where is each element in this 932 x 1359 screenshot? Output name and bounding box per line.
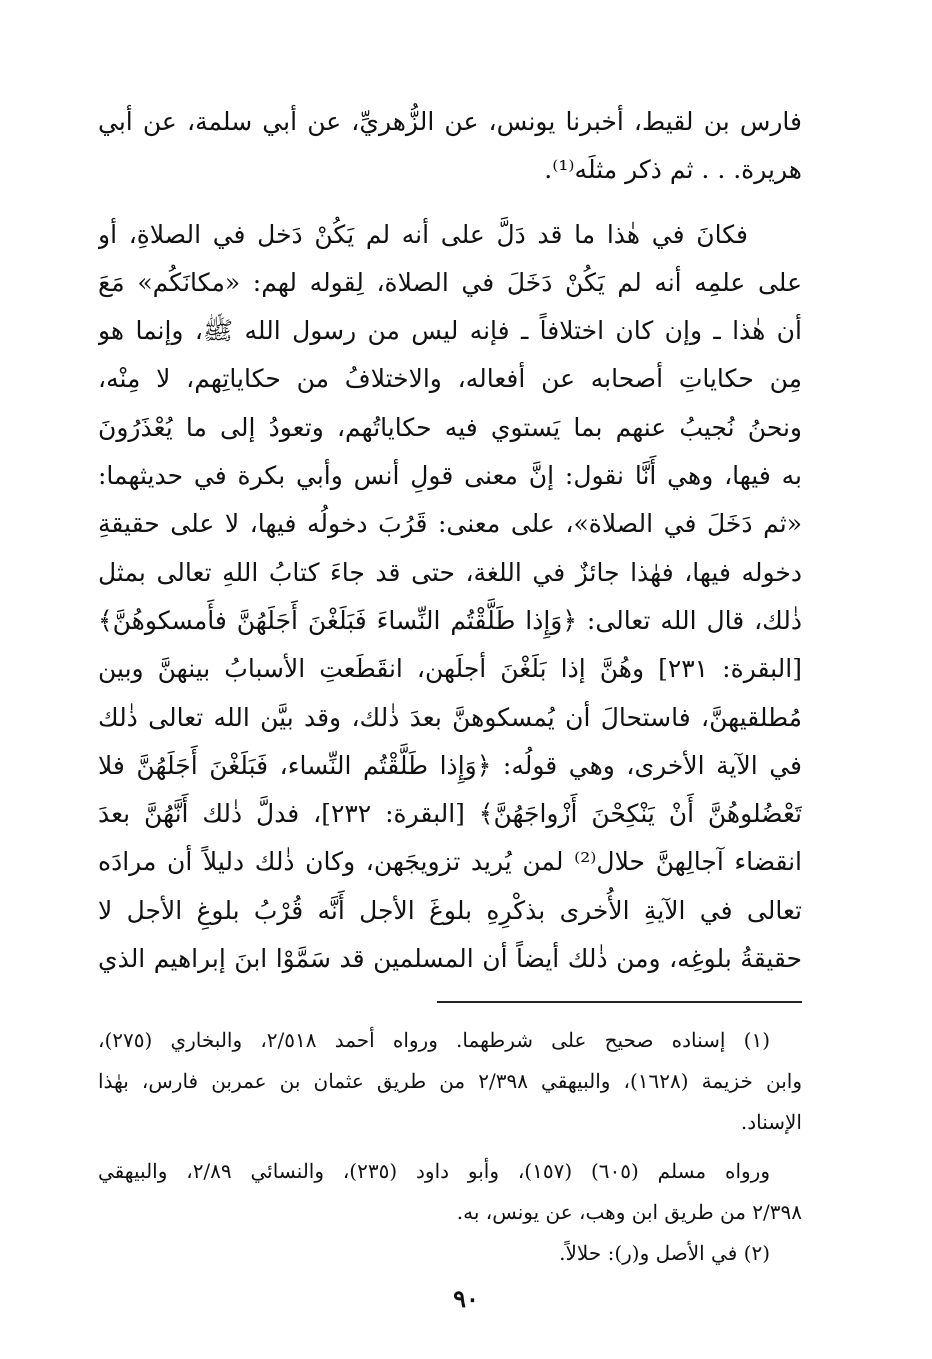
- paragraph-gap: [98, 195, 802, 211]
- text-line: تعالى في الآيةِ الأُخرى بذكْرِهِ بلوغَ الأجل أَنَّه قُرْبُ بلوغِ الأجل لا: [98, 895, 802, 925]
- text-line: دخوله فيها، فهٰذا جائزٌ في اللغة، حتى قد جاءَ كتابُ اللهِ تعالى بمثل: [98, 557, 802, 587]
- text-line: أن هٰذا ـ وإن كان اختلافاً ـ فإنه ليس من رسول الله ﷺ، وإنما هو: [98, 316, 802, 346]
- text-line: انقضاء آجالِهنَّ حلال⁽²⁾ لمن يُريد تزويجَهن، وكان ذٰلك دليلاً أن مرادَه: [98, 847, 802, 877]
- text-line: ذٰلك، قال الله تعالى: ﴿وَإِذا طَلَّقْتُم النِّساءَ فَبَلَغْنَ أَجَلَهُنَّ فأَمسكوهُنَّ﴾: [98, 605, 802, 635]
- footnote-line: وابن خزيمة (١٦٢٨)، والبيهقي ٢/٣٩٨ من طريق عثمان بن عمربن فارس، بهٰذا: [98, 1069, 802, 1093]
- footnote-line: ٢/٣٩٨ من طريق ابن وهب، عن يونس، به.: [456, 1200, 802, 1224]
- footnote-separator: [437, 1001, 802, 1003]
- text-line: فارس بن لقيط، أخبرنا يونس، عن الزُّهريِّ، عن أبي سلمة، عن أبي: [98, 107, 802, 136]
- main-text: [98, 98, 802, 983]
- text-line: في الآية الأخرى، وهي قولُه: ﴿وَإِذا طَلَّقْتُم النِّساء، فَبَلَغْنَ أَجَلَهُنَّ فلا: [98, 750, 802, 780]
- text-line: فكانَ في هٰذا ما قد دَلَّ على أنه لم يَكُنْ دَخل في الصلاةِ، أو: [98, 219, 748, 249]
- footnote-line: الإسناد.: [740, 1110, 802, 1134]
- footnote-gap: [98, 1143, 802, 1151]
- text-line: «ثم دَخَلَ في الصلاة»، على معنى: قَرُبَ دخولُه فيها، لا على حقيقةِ: [98, 509, 802, 539]
- text-line: على علمِه أنه لم يَكُنْ دَخَلَ في الصلاة، لِقوله لهم: «مكانَكُم» مَعَ: [98, 267, 802, 297]
- page-number: ٩٠: [453, 1284, 479, 1313]
- text-line: [البقرة: ٢٣١] وهُنَّ إذا بَلَغْنَ أجلَهن، انقَطَعتِ الأسبابُ بينهنَّ وبين: [98, 654, 802, 684]
- text-line: حقيقةُ بلوغِه، ومن ذٰلك أيضاً أن المسلمين قد سَمَّوْا ابنَ إبراهيم الذي: [98, 944, 802, 974]
- text-line: به فيها، وهي أَنَّا نقول: إنَّ معنى قولِ أنس وأبي بكرة في حديثهما:: [98, 461, 802, 491]
- footnote-line: (٢) في الأصل و(ر): حلالاً.: [559, 1241, 770, 1265]
- footnotes: [98, 1020, 802, 1274]
- text-line: مِن حكاياتِ أصحابه عن أفعاله، والاختلافُ من حكاياتِهم، لا مِنْه،: [98, 364, 802, 394]
- text-line: مُطلقيهنَّ، فاستحالَ أن يُمسكوهنَّ بعدَ ذٰلك، وقد بيَّن الله تعالى ذٰلك: [98, 702, 802, 732]
- footnote-line: (١) إسناده صحيح على شرطهما. ورواه أحمد ٢/٥١٨، والبخاري (٢٧٥)،: [98, 1028, 770, 1052]
- footnote-line: ورواه مسلم (٦٠٥) (١٥٧)، وأبو داود (٢٣٥)، والنسائي ٢/٨٩، والبيهقي: [98, 1159, 770, 1183]
- text-line: هريرة. . . ثم ذكر مثلَه⁽¹⁾.: [544, 155, 802, 185]
- text-line: ونحنُ نُجيبُ عنهم بما يَستوي فيه حكاياتُهم، وتعودُ إلى ما يُعْذَرُونَ: [98, 412, 802, 442]
- text-line: تَعْضُلوهُنَّ أَنْ يَنْكِحْنَ أَزْواجَهُنَّ﴾ [البقرة: ٢٣٢]، فدلَّ ذٰلك أَنَّهُنَّ بعدَ: [98, 799, 802, 829]
